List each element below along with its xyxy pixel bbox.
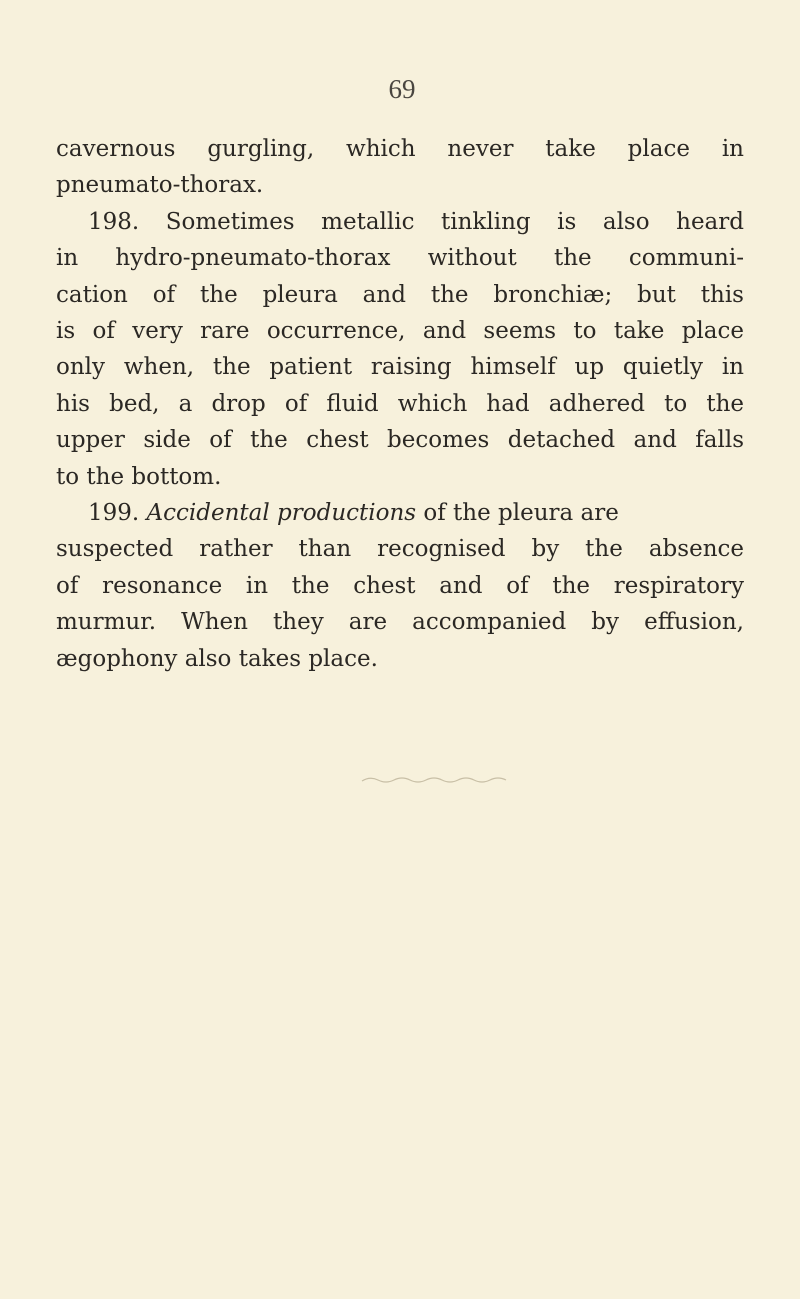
- italic-term: Accidental productions: [146, 500, 417, 527]
- paragraph-198-start: 198. Sometimes metallic tinkling is also heard: [88, 208, 744, 235]
- page-number: 69: [388, 74, 416, 104]
- text-line: is of very rare occurrence, and seems to take place: [56, 318, 744, 345]
- text-line: pneumato-thorax.: [56, 172, 264, 199]
- paragraph-199-start: [56, 495, 744, 531]
- text-line: in hydro-pneumato-thorax without the communi-: [56, 245, 744, 272]
- text-line: suspected rather than recognised by the absence: [56, 536, 744, 563]
- body-text: [56, 131, 744, 677]
- text-line: only when, the patient raising himself up quietly in: [56, 354, 744, 381]
- text-line: his bed, a drop of fluid which had adhered to the: [56, 390, 744, 417]
- text-fragment: of the pleura are: [416, 500, 619, 527]
- text-line: ægophony also takes place.: [56, 645, 378, 672]
- text-line: to the bottom.: [56, 463, 222, 490]
- paragraph-number: 199.: [88, 500, 147, 527]
- faint-ink-squiggle: [360, 775, 520, 785]
- text-line: cation of the pleura and the bronchiæ; but this: [56, 281, 744, 308]
- text-line: cavernous gurgling, which never take place in: [56, 136, 744, 162]
- text-line: of resonance in the chest and of the respiratory: [56, 572, 744, 599]
- text-line: murmur. When they are accompanied by effusion,: [56, 609, 744, 636]
- text-line: upper side of the chest becomes detached and falls: [56, 427, 744, 454]
